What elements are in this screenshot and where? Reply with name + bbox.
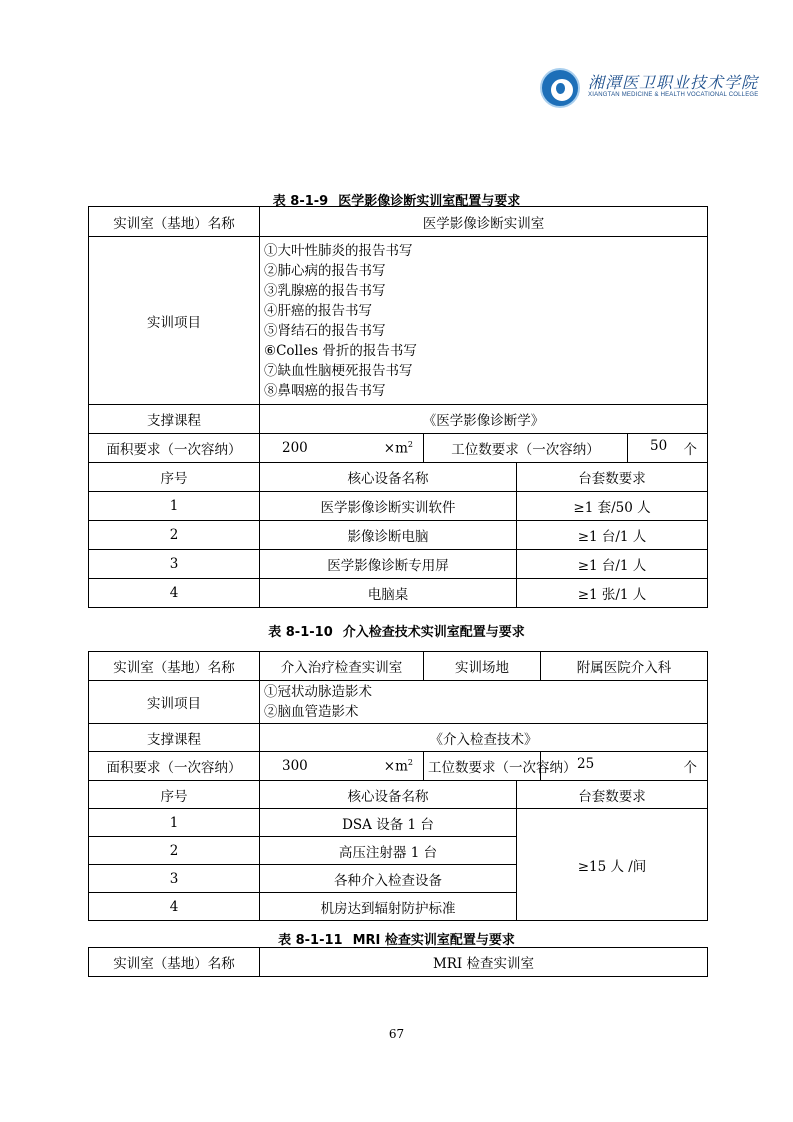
table2-area-label: 面积要求（一次容纳） bbox=[89, 752, 260, 781]
list-item: ⑤肾结石的报告书写 bbox=[264, 322, 386, 339]
list-item: ⑦缺血性脑梗死报告书写 bbox=[264, 362, 413, 379]
table2 bbox=[88, 651, 708, 921]
table1-area-unit: ×m bbox=[383, 440, 408, 457]
list-item: ⑥Colles 骨折的报告书写 bbox=[264, 342, 417, 359]
table2-station-value: 25 bbox=[577, 756, 595, 772]
row-qty: ≥1 台/1 人 bbox=[517, 550, 708, 579]
table1-station-value: 50 bbox=[650, 438, 668, 454]
list-item: ②肺心病的报告书写 bbox=[264, 262, 386, 279]
table2-area-sup: 2 bbox=[407, 757, 413, 767]
table2-room-value: 介入治疗检查实训室 bbox=[260, 652, 424, 681]
table2-caption-num: 表 8-1-10 bbox=[268, 625, 333, 640]
college-logo bbox=[540, 68, 759, 112]
row-equip: 各种介入检查设备 bbox=[260, 865, 517, 893]
table2-course-label: 支撑课程 bbox=[89, 724, 260, 752]
row-seq: 3 bbox=[89, 550, 260, 579]
row-seq: 2 bbox=[89, 837, 260, 865]
table1-col-seq: 序号 bbox=[89, 463, 260, 492]
table3 bbox=[88, 947, 708, 977]
table1-project-label: 实训项目 bbox=[89, 237, 260, 405]
table1-course-label: 支撑课程 bbox=[89, 405, 260, 434]
table1-station-cell bbox=[628, 434, 708, 463]
table2-course-value: 《介入检查技术》 bbox=[260, 724, 708, 752]
table2-caption-title: 介入检查技术实训室配置与要求 bbox=[342, 625, 525, 640]
row-equip: 高压注射器 1 台 bbox=[260, 837, 517, 865]
table1-station-label: 工位数要求（一次容纳） bbox=[424, 434, 628, 463]
table-row bbox=[89, 492, 708, 521]
table1-area-label: 面积要求（一次容纳） bbox=[89, 434, 260, 463]
row-equip: 机房达到辐射防护标准 bbox=[260, 893, 517, 921]
row-qty: ≥1 张/1 人 bbox=[517, 579, 708, 608]
table1-caption-num: 表 8-1-9 bbox=[272, 194, 329, 209]
list-item: ④肝癌的报告书写 bbox=[264, 302, 372, 319]
table-row bbox=[89, 550, 708, 579]
page-number: 67 bbox=[388, 1027, 405, 1041]
row-seq: 1 bbox=[89, 492, 260, 521]
table2-area-value: 300 bbox=[282, 757, 308, 774]
table3-caption-title: MRI 检查实训室配置与要求 bbox=[352, 933, 515, 948]
table2-qty-merged: ≥15 人 /间 bbox=[517, 809, 708, 921]
table3-caption-num: 表 8-1-11 bbox=[278, 933, 343, 948]
row-qty: ≥1 套/50 人 bbox=[517, 492, 708, 521]
row-equip: 医学影像诊断实训软件 bbox=[260, 492, 517, 521]
table1-course-value: 《医学影像诊断学》 bbox=[260, 405, 708, 434]
table1-area-value: 200 bbox=[282, 439, 308, 456]
table-row bbox=[89, 521, 708, 550]
table1-project-list bbox=[260, 237, 708, 405]
table2-caption bbox=[0, 621, 793, 640]
table1 bbox=[88, 206, 708, 608]
list-item: ③乳腺癌的报告书写 bbox=[264, 282, 386, 299]
row-equip: 影像诊断电脑 bbox=[260, 521, 517, 550]
row-equip: DSA 设备 1 台 bbox=[260, 809, 517, 837]
college-emblem-icon bbox=[540, 68, 580, 108]
table3-caption bbox=[0, 929, 793, 948]
table2-area-cell bbox=[260, 752, 424, 781]
table1-col-equip: 核心设备名称 bbox=[260, 463, 517, 492]
table1-area-sup: 2 bbox=[407, 439, 413, 449]
table1-room-label: 实训室（基地）名称 bbox=[89, 207, 260, 237]
table2-site-label: 实训场地 bbox=[424, 652, 541, 681]
college-name-cn: 湘潭医卫职业技术学院 bbox=[588, 73, 759, 92]
table2-room-label: 实训室（基地）名称 bbox=[89, 652, 260, 681]
row-seq: 3 bbox=[89, 865, 260, 893]
table2-station-unit: 个 bbox=[683, 760, 697, 776]
row-seq: 1 bbox=[89, 809, 260, 837]
table1-area-cell bbox=[260, 434, 424, 463]
row-seq: 2 bbox=[89, 521, 260, 550]
row-seq: 4 bbox=[89, 893, 260, 921]
table1-room-value: 医学影像诊断实训室 bbox=[260, 207, 708, 237]
row-qty: ≥1 台/1 人 bbox=[517, 521, 708, 550]
table-row bbox=[89, 809, 708, 837]
table3-room-value: MRI 检查实训室 bbox=[260, 948, 708, 977]
table2-site-value: 附属医院介入科 bbox=[541, 652, 708, 681]
table2-area-unit: ×m bbox=[383, 758, 408, 775]
table3-room-label: 实训室（基地）名称 bbox=[89, 948, 260, 977]
table-row bbox=[89, 579, 708, 608]
table1-station-unit: 个 bbox=[683, 442, 697, 458]
table2-project-label: 实训项目 bbox=[89, 681, 260, 724]
row-equip: 医学影像诊断专用屏 bbox=[260, 550, 517, 579]
list-item: ①冠状动脉造影术 bbox=[264, 684, 372, 700]
college-name-en: XIANGTAN MEDICINE & HEALTH VOCATIONAL COLLEGE bbox=[588, 92, 759, 98]
row-seq: 4 bbox=[89, 579, 260, 608]
table2-project-list bbox=[260, 681, 708, 724]
list-item: ②脑血管造影术 bbox=[264, 704, 359, 720]
table1-col-qty: 台套数要求 bbox=[517, 463, 708, 492]
list-item: ①大叶性肺炎的报告书写 bbox=[264, 242, 413, 259]
table2-col-seq: 序号 bbox=[89, 781, 260, 809]
table1-caption-title: 医学影像诊断实训室配置与要求 bbox=[338, 194, 521, 209]
list-item: ⑧鼻咽癌的报告书写 bbox=[264, 382, 386, 399]
table2-col-qty: 台套数要求 bbox=[517, 781, 708, 809]
table2-col-equip: 核心设备名称 bbox=[260, 781, 517, 809]
table2-station-label: 工位数要求（一次容纳） bbox=[424, 752, 541, 781]
row-equip: 电脑桌 bbox=[260, 579, 517, 608]
